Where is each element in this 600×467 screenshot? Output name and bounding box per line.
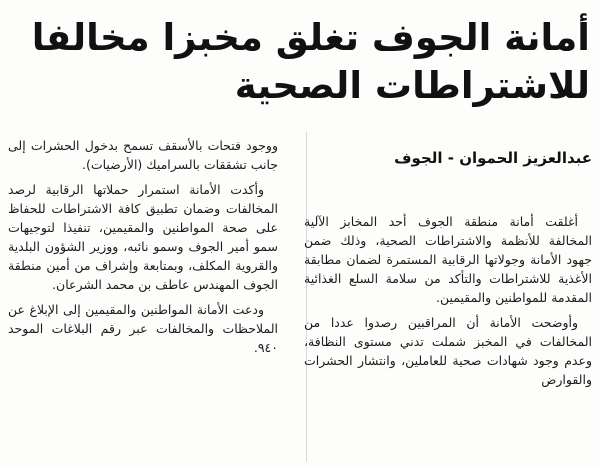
article-column-right: [304, 212, 592, 395]
paragraph: أغلقت أمانة منطقة الجوف أحد المخابز الآلية المخالفة للأنظمة والاشتراطات الصحية، وذلك ضمن جهود الأمانة وجولاتها الرقابية المستمرة لضمان مطابقة الأغذية للاشتراطات والتأكد من سلامة السلع الغذائية المقدمة للمواطنين والمقيمين.: [304, 214, 592, 305]
paragraph: وأكدت الأمانة استمرار حملاتها الرقابية لرصد المخالفات وضمان تطبيق كافة الاشتراطات للحفاظ على صحة المواطنين والمقيمين، تنفيذا لتوجيهات سمو أمير الجوف وسمو نائبه، ووزير الشؤون البلدية والقروية المكلف، وبمتابعة وإشراف من أمين منطقة الجوف المهندس عاطف بن محمد الشرعان.: [8, 182, 278, 292]
article-byline: عبدالعزيز الحموان - الجوف: [394, 149, 592, 167]
article-column-left: [8, 136, 278, 363]
headline-line-1: أمانة الجوف تغلق مخبزا مخالفا: [31, 16, 590, 59]
paragraph: ووجود فتحات بالأسقف تسمح بدخول الحشرات إلى جانب تشققات بالسراميك (الأرضيات).: [8, 138, 278, 172]
paragraph: وأوضحت الأمانة أن المراقبين رصدوا عددا من المخالفات في المخبز شملت تدني مستوى النظافة، وعدم وجود شهادات صحية للعاملين، وانتشار الحشرات والقوارض: [304, 315, 592, 387]
paragraph: ودعت الأمانة المواطنين والمقيمين إلى الإبلاغ عن الملاحظات والمخالفات عبر رقم البلاغات الموحد ٩٤٠.: [8, 302, 278, 355]
article-headline: [10, 14, 590, 110]
headline-line-2: للاشتراطات الصحية: [234, 64, 590, 107]
